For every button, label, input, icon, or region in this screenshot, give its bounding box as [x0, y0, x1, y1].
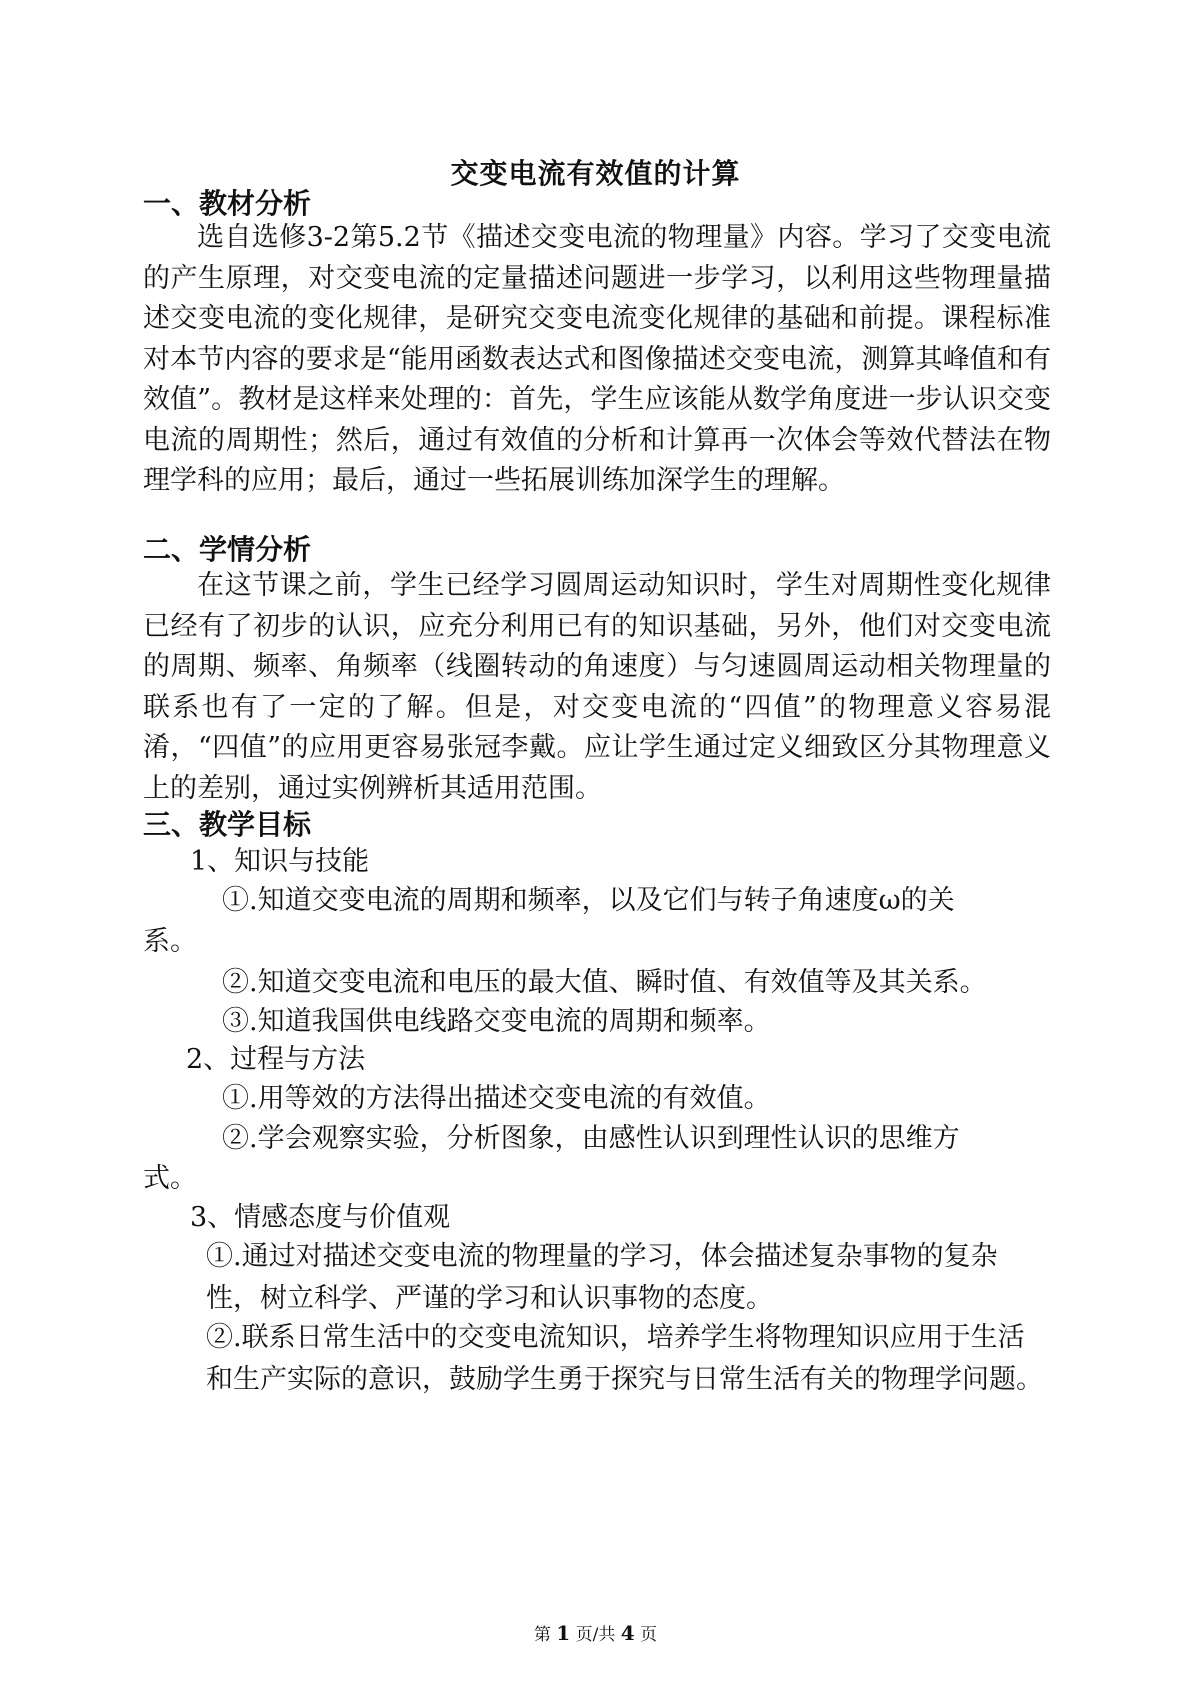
- goal-label-knowledge: 1、知识与技能: [190, 846, 370, 877]
- footer-middle: 页/共: [575, 1625, 616, 1645]
- section-heading-teaching-goals: 三、教学目标: [143, 808, 312, 841]
- document-title: 交变电流有效值的计算: [450, 157, 741, 190]
- section-heading-student-analysis: 二、学情分析: [143, 533, 312, 566]
- footer-prefix: 第: [533, 1625, 551, 1645]
- page-footer: [0, 1620, 1191, 1645]
- goal-item: ②.学会观察实验，分析图象，由感性认识到理性认识的思维方: [222, 1123, 960, 1154]
- section-paragraph-textbook-analysis: 选自选修3-2第5.2节《描述交变电流的物理量》内容。学习了交变电流的产生原理，对交变电流的定量描述问题进一步学习，以利用这些物理量描述交变电流的变化规律，是研究交变电流变化规律的基础和前提。课程标准对本节内容的要求是“能用函数表达式和图像描述交变电流，测算其峰值和有效值”。教材是这样来处理的：首先，学生应该能从数学角度进一步认识交变电流的周期性；然后，通过有效值的分析和计算再一次体会等效代替法在物理学科的应用；最后，通过一些拓展训练加深学生的理解。: [143, 222, 1051, 496]
- footer-total-pages: 4: [620, 1621, 635, 1645]
- goal-label-attitude: 3、情感态度与价值观: [190, 1202, 451, 1233]
- goal-item: ②.联系日常生活中的交变电流知识，培养学生将物理知识应用于生活和生产实际的意识，鼓励学生勇于探究与日常生活有关的物理学问题。: [206, 1322, 1043, 1395]
- section-paragraph-student-analysis: 在这节课之前，学生已经学习圆周运动知识时，学生对周期性变化规律已经有了初步的认识，应充分利用已有的知识基础，另外，他们对交变电流的周期、频率、角频率（线圈转动的角速度）与匀速圆周运动相关物理量的联系也有了一定的了解。但是，对交变电流的“四值”的物理意义容易混淆，“四值”的应用更容易张冠李戴。应让学生通过定义细致区分其物理意义上的差别，通过实例辨析其适用范围。: [143, 570, 1051, 804]
- goal-item: ②.知道交变电流和电压的最大值、瞬时值、有效值等及其关系。: [222, 967, 987, 998]
- goal-item: 式。: [143, 1163, 197, 1194]
- goal-item: ①.知道交变电流的周期和频率，以及它们与转子角速度ω的关: [222, 885, 955, 916]
- goal-label-process: 2、过程与方法: [186, 1044, 366, 1075]
- section-heading-textbook-analysis: 一、教材分析: [143, 187, 312, 220]
- footer-suffix: 页: [640, 1625, 658, 1645]
- footer-current-page: 1: [556, 1621, 571, 1645]
- goal-item: ③.知道我国供电线路交变电流的周期和频率。: [222, 1006, 771, 1037]
- goal-item: ①.通过对描述交变电流的物理量的学习，体会描述复杂事物的复杂性，树立科学、严谨的学习和认识事物的态度。: [206, 1241, 998, 1314]
- goal-item: ①.用等效的方法得出描述交变电流的有效值。: [222, 1083, 771, 1114]
- goal-item: 系。: [143, 926, 197, 957]
